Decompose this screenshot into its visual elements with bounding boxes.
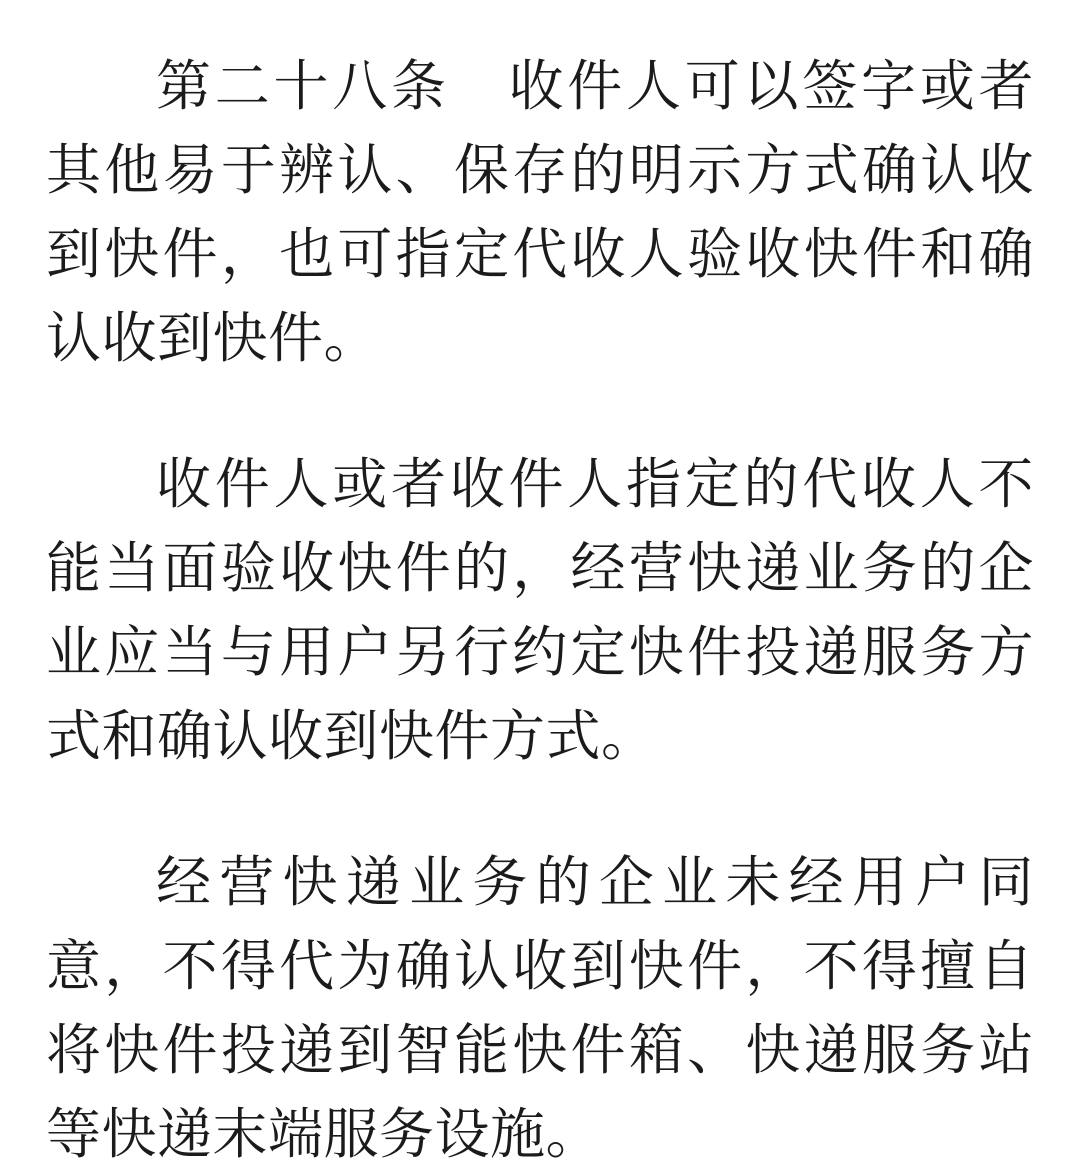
article-body bbox=[46, 44, 1034, 1176]
paragraph-article-28: 第二十八条 收件人可以签字或者其他易于辨认、保存的明示方式确认收到快件，也可指定代收人验收快件和确认收到快件。 bbox=[46, 55, 1034, 369]
paragraph-article-28-para-2: 收件人或者收件人指定的代收人不能当面验收快件的，经营快递业务的企业应当与用户另行约定快件投递服务方式和确认收到快件方式。 bbox=[46, 453, 1034, 767]
paragraph-article-28-para-3: 经营快递业务的企业未经用户同意，不得代为确认收到快件，不得擅自将快件投递到智能快件箱、快递服务站等快递末端服务设施。 bbox=[46, 851, 1034, 1165]
